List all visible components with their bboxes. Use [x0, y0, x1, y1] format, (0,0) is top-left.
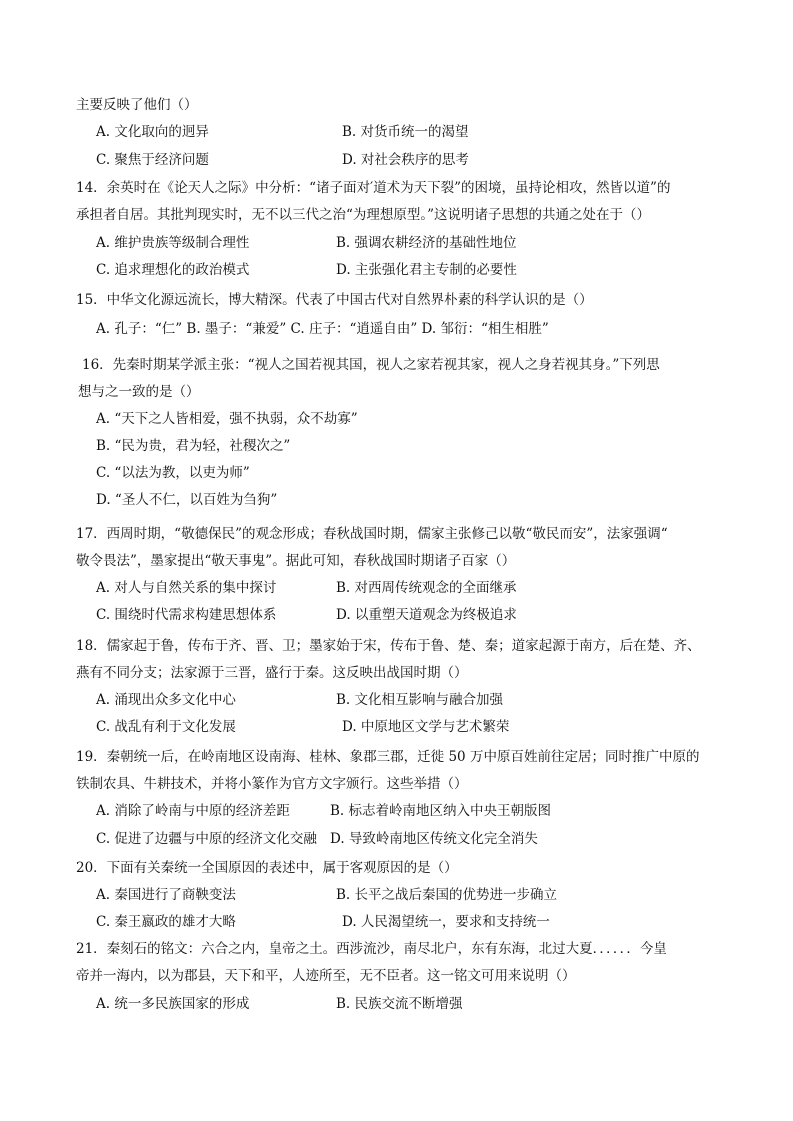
- q19-option-a: A. 消除了岭南与中原的经济差距: [96, 803, 290, 819]
- q13-option-c: C. 聚焦于经济问题: [96, 152, 209, 168]
- q20-option-d: D. 人民渴望统一，要求和支持统一: [342, 914, 550, 930]
- q16-option-d: D. “圣人不仁，以百姓为刍狗”: [96, 492, 278, 508]
- q20-option-b: B. 长平之战后秦国的优势进一步确立: [336, 887, 558, 903]
- q14-stem-line1: 14．余英时在《论天人之际》中分析：“诸子面对′道术为天下裂”的困境，虽持论相攻，然皆以道”的: [76, 180, 671, 196]
- q14-option-c: C. 追求理想化的政治模式: [96, 262, 250, 278]
- q14-option-a: A. 维护贵族等级制合理性: [96, 235, 250, 251]
- q13-option-b: B. 对货币统一的渴望: [342, 124, 469, 140]
- q16-option-c: C. “以法为教，以吏为师”: [96, 465, 250, 481]
- q21-stem-line1: 21．秦刻石的铭文：六合之内，皇帝之土。西涉流沙，南尽北户，东有东海，北过大夏．．．．．．今皇: [76, 941, 667, 957]
- q17-option-c: C. 围绕时代需求构建思想体系: [96, 607, 277, 623]
- q20-option-a: A. 秦国进行了商鞅变法: [96, 887, 236, 903]
- q16-stem-line1: 16．先秦时期某学派主张：“视人之国若视其国，视人之家若视其家，视人之身若视其身。”下列思: [82, 357, 660, 373]
- q16-option-a: A. “天下之人皆相爱，强不执弱，众不劫寡”: [96, 411, 358, 427]
- q16-option-b: B. “民为贵，君为轻，社稷次之”: [96, 438, 291, 454]
- q19-stem-line2: 铁制农具、牛耕技术，并将小篆作为官方文字颁行。这些举措（）: [76, 776, 468, 792]
- q16-stem-line2: 想与之一致的是（）: [78, 384, 200, 400]
- q17-option-d: D. 以重塑天道观念为终极追求: [336, 607, 517, 623]
- q18-stem-line2: 燕有不同分支；法家源于三晋，盛行于秦。这反映出战国时期（）: [76, 665, 468, 681]
- q17-option-b: B. 对西周传统观念的全面继承: [336, 580, 517, 596]
- q18-option-c: C. 战乱有利于文化发展: [96, 719, 236, 735]
- q19-option-b: B. 标志着岭南地区纳入中央王朝版图: [330, 803, 552, 819]
- q13-stem-tail: 主要反映了他们（）: [76, 97, 198, 113]
- q13-option-a: A. 文化取向的迥异: [96, 124, 209, 140]
- q19-option-c: C. 促进了边疆与中原的经济文化交融: [96, 831, 317, 847]
- q14-stem-line2: 承担者自居。其批判现实时，无不以三代之治“为理想原型。”这说明诸子思想的共通之处在于（）: [76, 207, 651, 223]
- q20-stem: 20．下面有关秦统一全国原因的表述中，属于客观原因的是（）: [76, 860, 458, 876]
- q17-option-a: A. 对人与自然关系的集中探讨: [96, 580, 277, 596]
- q17-stem-line1: 17．西周时期，“敬德保民”的观念形成；春秋战国时期，儒家主张修己以敬“敬民而安”，法家强调“: [76, 526, 668, 542]
- q18-option-b: B. 文化相互影响与融合加强: [336, 692, 504, 708]
- q20-option-c: C. 秦王嬴政的雄才大略: [96, 914, 236, 930]
- q17-stem-line2: 敬令畏法”，墨家提出“敬天事鬼”。据此可知，春秋战国时期诸子百家（）: [76, 553, 516, 569]
- q15-options: A. 孔子：“仁” B. 墨子：“兼爱” C. 庄子：“逍遥自由” D. 邹衍：“相生相胜”: [96, 321, 549, 337]
- q19-stem-line1: 19．秦朝统一后，在岭南地区设南海、桂林、象郡三郡，迁徙 50 万中原百姓前往定居；同时推广中原的: [76, 749, 700, 765]
- q21-option-a: A. 统一多民族国家的形成: [96, 996, 250, 1012]
- q21-option-b: B. 民族交流不断增强: [336, 996, 463, 1012]
- q14-option-d: D. 主张强化君主专制的必要性: [336, 262, 517, 278]
- q13-option-d: D. 对社会秩序的思考: [342, 152, 469, 168]
- q18-stem-line1: 18．儒家起于鲁，传布于齐、晋、卫；墨家始于宋，传布于鲁、楚、秦；道家起源于南方，后在楚、齐、: [76, 638, 701, 654]
- q18-option-d: D. 中原地区文学与艺术繁荣: [342, 719, 510, 735]
- q21-stem-line2: 帝并一海内，以为郡县，天下和平，人迹所至，无不臣者。这一铭文可用来说明（）: [76, 968, 576, 984]
- q15-stem: 15．中华文化源远流长，博大精深。代表了中国古代对自然界朴素的科学认识的是（）: [76, 292, 593, 308]
- q18-option-a: A. 涌现出众多文化中心: [96, 692, 236, 708]
- q19-option-d: D. 导致岭南地区传统文化完全消失: [330, 831, 538, 847]
- q14-option-b: B. 强调农耕经济的基础性地位: [336, 235, 517, 251]
